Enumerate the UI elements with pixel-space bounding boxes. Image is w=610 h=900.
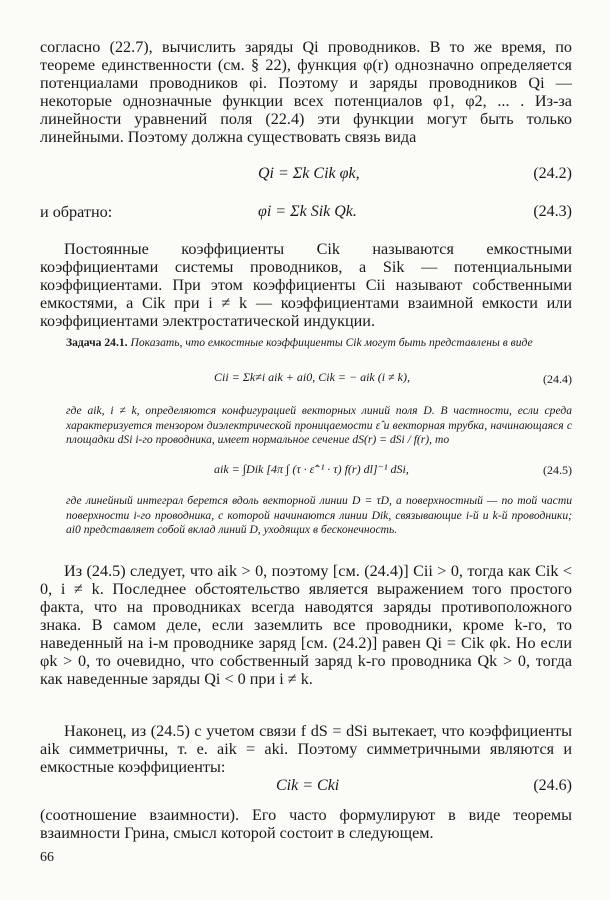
equation-24-4: Cii = Σk≠i aik + ai0, Cik = − aik (i ≠ k),: [214, 370, 410, 384]
equation-number-24-4: (24.4): [543, 372, 572, 386]
problem-24-1: [66, 336, 572, 351]
equation-24-6: Cik = Cki: [276, 777, 340, 794]
equation-24-2: Qi = Σk Cik φk,: [258, 165, 360, 182]
page-number: 66: [40, 850, 54, 865]
paragraph-3: Из (24.5) следует, что aik > 0, поэтому [см. (24.4)] Cii > 0, тогда как Cik < 0, i ≠ k. Последнее обстоятельство является выражением того простого факта, что на проводниках всегда наводятся заряды противоположного знака. В самом деле, если заземлить все проводники, кроме k-го, то наведенный на i-м проводнике заряд [см. (24.2)] равен Qi = Cik φk. Но если φk > 0, то очевидно, что собственный заряд k-го проводника Qk > 0, тогда как наведенные заряды Qi < 0 при i ≠ k.: [40, 562, 572, 688]
paragraph-4: Наконец, из (24.5) с учетом связи f dS = dSi вытекает, что коэффициенты aik симметричны, т. е. aik = aki. Поэтому симметричными являются и емкостные коэффициенты:: [40, 722, 572, 776]
equation-number-24-5: (24.5): [543, 463, 572, 477]
equation-number-24-2: (24.2): [533, 165, 572, 182]
equation-24-5: aik = ∫Dik [4π ∫ (τ · ε̂⁻¹ · τ) f(r) dl]⁻¹ dSi,: [214, 462, 409, 476]
equation-number-24-6: (24.6): [533, 777, 572, 794]
problem-text-3: где линейный интеграл берется вдоль векторной линии D = τD, а поверхностный — по той части поверхности i-го проводника, с которой начинаются линии Dik, связывающие i-й и k-й проводники; ai0 представляет собой вклад линий D, уходящих в бесконечность.: [66, 494, 572, 536]
equation-number-24-3: (24.3): [533, 203, 572, 220]
paragraph-1: согласно (22.7), вычислить заряды Qi проводников. В то же время, по теореме единственности (см. § 22), функция φ(r) однозначно определяется потенциалами проводников φi. Поэтому и заряды проводников Qi — некоторые однозначные функции всех потенциалов φ1, φ2, ... . Из-за линейности уравнений поля (22.4) эти функции могут быть только линейными. Поэтому должна существовать связь вида: [40, 38, 572, 146]
equation-lead-text: и обратно:: [40, 203, 113, 221]
paragraph-2: Постоянные коэффициенты Cik называются емкостными коэффициентами системы проводников, а Sik — потенциальными коэффициентами. При этом коэффициенты Cii называют собственными емкостями, а Cik при i ≠ k — коэффициентами взаимной емкости или коэффициентами электростатической индукции.: [40, 240, 572, 330]
equation-24-3: φi = Σk Sik Qk.: [258, 203, 357, 220]
problem-heading: Задача 24.1.: [66, 336, 128, 349]
paragraph-5: (соотношение взаимности). Его часто формулируют в виде теоремы взаимности Грина, смысл которой состоит в следующем.: [40, 806, 572, 842]
problem-statement: Показать, что емкостные коэффициенты Cik могут быть представлены в виде: [130, 336, 533, 349]
problem-text-2: где aik, i ≠ k, определяются конфигурацией векторных линий поля D. В частности, если среда характеризуется тензором диэлектрической проницаемости ε̂ и векторная трубка, начинающаяся с площадки dSi i-го проводника, имеет нормальное сечение dS(r) = dSi / f(r), то: [66, 404, 572, 446]
